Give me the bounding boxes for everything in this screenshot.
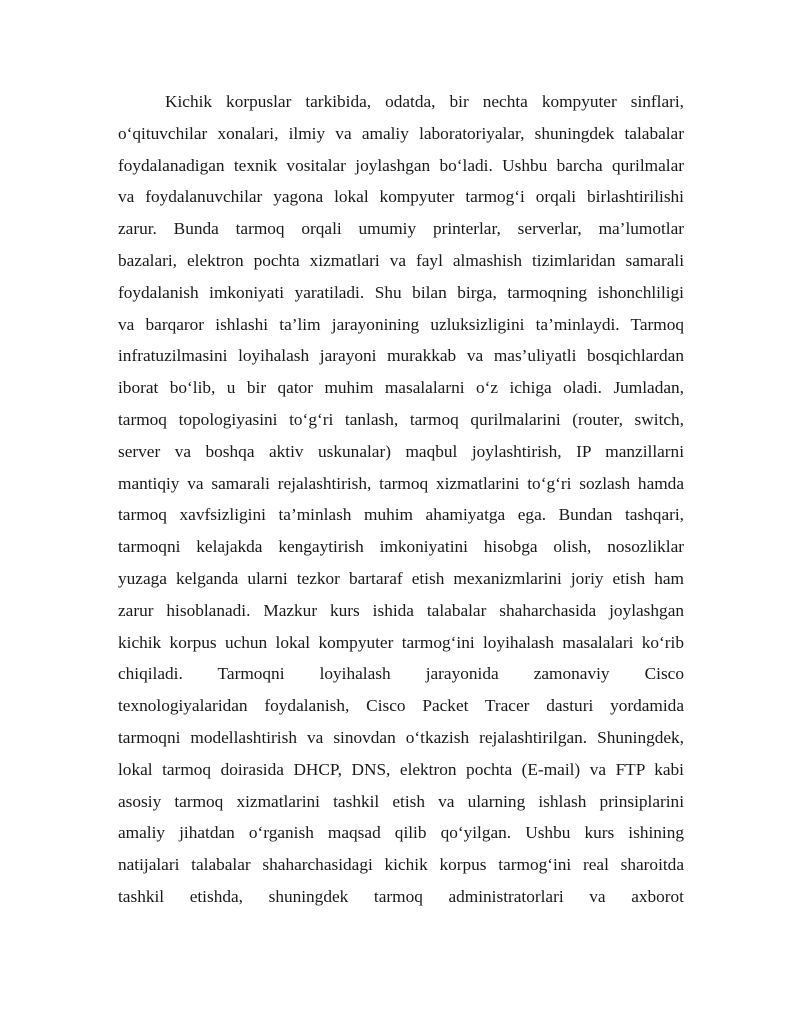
- paragraph-line: tarmoq xavfsizligini ta’minlash muhim ahamiyatga ega. Bundan tashqari,: [118, 505, 684, 525]
- body-paragraph: [118, 86, 684, 913]
- paragraph-line: foydalanadigan texnik vositalar joylashgan bo‘ladi. Ushbu barcha qurilmalar: [118, 155, 684, 175]
- paragraph-line: kichik korpus uchun lokal kompyuter tarmog‘ini loyihalash masalalari ko‘rib: [118, 632, 684, 652]
- paragraph-line: zarur. Bunda tarmoq orqali umumiy printerlar, serverlar, ma’lumotlar: [118, 219, 684, 239]
- paragraph-line: va foydalanuvchilar yagona lokal kompyuter tarmog‘i orqali birlashtirilishi: [118, 187, 684, 207]
- paragraph-line: asosiy tarmoq xizmatlarini tashkil etish va ularning ishlash prinsiplarini: [118, 791, 684, 811]
- paragraph-line: infratuzilmasini loyihalash jarayoni murakkab va mas’uliyatli bosqichlardan: [118, 346, 684, 366]
- paragraph-line: lokal tarmoq doirasida DHCP, DNS, elektron pochta (E-mail) va FTP kabi: [118, 759, 684, 779]
- paragraph-line: chiqiladi. Tarmoqni loyihalash jarayonida zamonaviy Cisco: [118, 664, 684, 684]
- paragraph-line: tarmoq topologiyasini to‘g‘ri tanlash, tarmoq qurilmalarini (router, switch,: [118, 409, 684, 429]
- paragraph-line: iborat bo‘lib, u bir qator muhim masalalarni o‘z ichiga oladi. Jumladan,: [118, 378, 684, 398]
- paragraph-line: tarmoqni kelajakda kengaytirish imkoniyatini hisobga olish, nosozliklar: [118, 537, 684, 557]
- paragraph-line: zarur hisoblanadi. Mazkur kurs ishida talabalar shaharchasida joylashgan: [118, 600, 684, 620]
- paragraph-line: tashkil etishda, shuningdek tarmoq administratorlari va axborot: [118, 886, 684, 906]
- paragraph-line: Kichik korpuslar tarkibida, odatda, bir nechta kompyuter sinflari,: [165, 92, 684, 111]
- paragraph-line: yuzaga kelganda ularni tezkor bartaraf etish mexanizmlarini joriy etish ham: [118, 568, 684, 588]
- paragraph-line: texnologiyalaridan foydalanish, Cisco Packet Tracer dasturi yordamida: [118, 696, 684, 716]
- paragraph-line: bazalari, elektron pochta xizmatlari va fayl almashish tizimlaridan samarali: [118, 250, 684, 270]
- paragraph-line: mantiqiy va samarali rejalashtirish, tarmoq xizmatlarini to‘g‘ri sozlash hamda: [118, 473, 684, 493]
- paragraph-line: natijalari talabalar shaharchasidagi kichik korpus tarmog‘ini real sharoitda: [118, 855, 684, 875]
- paragraph-line: o‘qituvchilar xonalari, ilmiy va amaliy laboratoriyalar, shuningdek talabalar: [118, 123, 684, 143]
- document-page: [118, 86, 684, 913]
- paragraph-line: tarmoqni modellashtirish va sinovdan o‘tkazish rejalashtirilgan. Shuningdek,: [118, 727, 684, 747]
- paragraph-line: amaliy jihatdan o‘rganish maqsad qilib qo‘yilgan. Ushbu kurs ishining: [118, 823, 684, 843]
- paragraph-line: server va boshqa aktiv uskunalar) maqbul joylashtirish, IP manzillarni: [118, 441, 684, 461]
- paragraph-line: va barqaror ishlashi ta’lim jarayonining uzluksizligini ta’minlaydi. Tarmoq: [118, 314, 684, 334]
- paragraph-line: foydalanish imkoniyati yaratiladi. Shu bilan birga, tarmoqning ishonchliligi: [118, 282, 684, 302]
